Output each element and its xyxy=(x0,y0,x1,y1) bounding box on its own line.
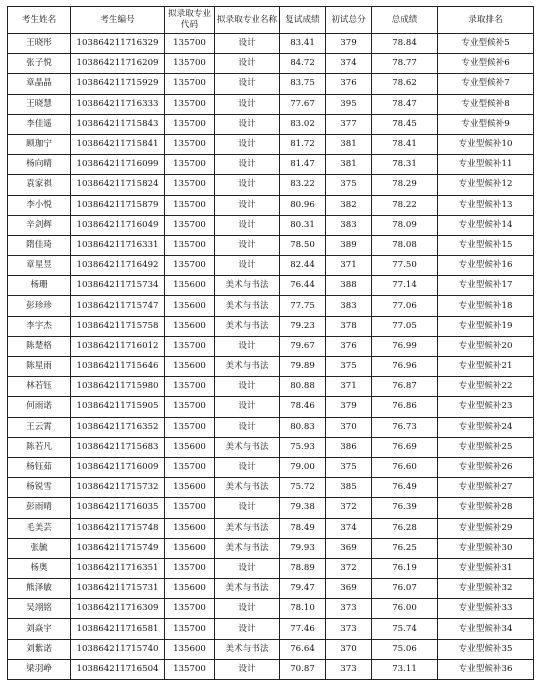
cell-initial-total: 375 xyxy=(326,175,372,195)
table-row xyxy=(8,457,534,477)
cell-name: 辛剑辉 xyxy=(8,215,71,235)
header-total-score: 总成绩 xyxy=(372,7,438,34)
cell-exam-id: 103864211716492 xyxy=(71,256,165,276)
cell-total-score: 77.14 xyxy=(372,276,438,296)
cell-admission-rank: 专业型候补32 xyxy=(438,579,534,599)
cell-major-name: 设计 xyxy=(215,377,280,397)
cell-total-score: 76.28 xyxy=(372,518,438,538)
cell-retest-score: 79.00 xyxy=(280,457,326,477)
cell-name: 熊泽敏 xyxy=(8,579,71,599)
cell-admission-rank: 专业型候补8 xyxy=(438,94,534,114)
cell-major-name: 设计 xyxy=(215,155,280,175)
cell-retest-score: 75.72 xyxy=(280,478,326,498)
table-row xyxy=(8,336,534,356)
cell-major-name: 美术与书法 xyxy=(215,357,280,377)
cell-major-name: 设计 xyxy=(215,619,280,639)
cell-initial-total: 389 xyxy=(326,235,372,255)
cell-admission-rank: 专业型候补7 xyxy=(438,74,534,94)
cell-total-score: 78.09 xyxy=(372,215,438,235)
table-row xyxy=(8,256,534,276)
cell-admission-rank: 专业型候补24 xyxy=(438,417,534,437)
header-initial-total: 初试总分 xyxy=(326,7,372,34)
cell-major-code: 135700 xyxy=(165,54,215,74)
cell-name: 隋佳琦 xyxy=(8,235,71,255)
cell-major-name: 设计 xyxy=(215,195,280,215)
cell-total-score: 76.96 xyxy=(372,357,438,377)
cell-initial-total: 370 xyxy=(326,639,372,659)
cell-admission-rank: 专业型候补11 xyxy=(438,155,534,175)
cell-retest-score: 83.02 xyxy=(280,114,326,134)
cell-major-name: 设计 xyxy=(215,498,280,518)
cell-name: 顾珈宁 xyxy=(8,134,71,154)
cell-total-score: 78.08 xyxy=(372,235,438,255)
cell-exam-id: 103864211716099 xyxy=(71,155,165,175)
cell-major-name: 设计 xyxy=(215,74,280,94)
cell-admission-rank: 专业型候补17 xyxy=(438,276,534,296)
cell-name: 陈星雨 xyxy=(8,357,71,377)
table-row xyxy=(8,478,534,498)
cell-exam-id: 103864211715749 xyxy=(71,538,165,558)
cell-name: 袁家祺 xyxy=(8,175,71,195)
cell-admission-rank: 专业型候补20 xyxy=(438,336,534,356)
cell-major-code: 135700 xyxy=(165,175,215,195)
table-row xyxy=(8,94,534,114)
cell-exam-id: 103864211715841 xyxy=(71,134,165,154)
table-row xyxy=(8,498,534,518)
cell-initial-total: 381 xyxy=(326,134,372,154)
cell-initial-total: 379 xyxy=(326,34,372,54)
cell-admission-rank: 专业型候补18 xyxy=(438,296,534,316)
cell-major-code: 135700 xyxy=(165,134,215,154)
cell-total-score: 78.45 xyxy=(372,114,438,134)
cell-major-name: 设计 xyxy=(215,175,280,195)
cell-retest-score: 80.83 xyxy=(280,417,326,437)
cell-exam-id: 103864211715843 xyxy=(71,114,165,134)
table-row xyxy=(8,134,534,154)
cell-retest-score: 80.88 xyxy=(280,377,326,397)
table-row xyxy=(8,599,534,619)
cell-admission-rank: 专业型候补29 xyxy=(438,518,534,538)
cell-name: 李小悦 xyxy=(8,195,71,215)
cell-major-name: 设计 xyxy=(215,599,280,619)
cell-major-name: 设计 xyxy=(215,134,280,154)
cell-major-code: 135700 xyxy=(165,74,215,94)
cell-initial-total: 372 xyxy=(326,498,372,518)
table-row xyxy=(8,276,534,296)
cell-major-code: 135600 xyxy=(165,579,215,599)
cell-name: 张毓 xyxy=(8,538,71,558)
cell-name: 王云霄 xyxy=(8,417,71,437)
cell-major-name: 设计 xyxy=(215,34,280,54)
header-name: 考生姓名 xyxy=(8,7,71,34)
cell-exam-id: 103864211715734 xyxy=(71,276,165,296)
cell-name: 杨珊 xyxy=(8,276,71,296)
cell-name: 吴翊铭 xyxy=(8,599,71,619)
cell-initial-total: 376 xyxy=(326,336,372,356)
cell-exam-id: 103864211716504 xyxy=(71,659,165,679)
cell-retest-score: 79.38 xyxy=(280,498,326,518)
cell-initial-total: 383 xyxy=(326,296,372,316)
table-row xyxy=(8,235,534,255)
cell-retest-score: 83.22 xyxy=(280,175,326,195)
cell-major-code: 135600 xyxy=(165,518,215,538)
cell-total-score: 78.77 xyxy=(372,54,438,74)
cell-total-score: 76.86 xyxy=(372,397,438,417)
cell-initial-total: 378 xyxy=(326,316,372,336)
cell-total-score: 78.22 xyxy=(372,195,438,215)
cell-name: 李宇杰 xyxy=(8,316,71,336)
table-row xyxy=(8,114,534,134)
header-admission-rank: 录取排名 xyxy=(438,7,534,34)
cell-retest-score: 77.75 xyxy=(280,296,326,316)
cell-name: 杨奥 xyxy=(8,558,71,578)
cell-exam-id: 103864211715740 xyxy=(71,639,165,659)
cell-major-code: 135700 xyxy=(165,498,215,518)
cell-name: 彭珍珍 xyxy=(8,296,71,316)
cell-admission-rank: 专业型候补19 xyxy=(438,316,534,336)
cell-major-name: 设计 xyxy=(215,215,280,235)
cell-retest-score: 75.93 xyxy=(280,437,326,457)
cell-major-code: 135700 xyxy=(165,599,215,619)
cell-name: 陈楚格 xyxy=(8,336,71,356)
cell-major-name: 设计 xyxy=(215,54,280,74)
cell-admission-rank: 专业型候补5 xyxy=(438,34,534,54)
cell-name: 陈若凡 xyxy=(8,437,71,457)
cell-name: 毛美芸 xyxy=(8,518,71,538)
cell-total-score: 78.47 xyxy=(372,94,438,114)
cell-admission-rank: 专业型候补21 xyxy=(438,357,534,377)
cell-initial-total: 372 xyxy=(326,558,372,578)
cell-initial-total: 388 xyxy=(326,276,372,296)
cell-initial-total: 373 xyxy=(326,619,372,639)
cell-initial-total: 379 xyxy=(326,397,372,417)
cell-admission-rank: 专业型候补6 xyxy=(438,54,534,74)
cell-name: 王晓慧 xyxy=(8,94,71,114)
cell-major-code: 135700 xyxy=(165,235,215,255)
cell-initial-total: 377 xyxy=(326,114,372,134)
cell-retest-score: 83.75 xyxy=(280,74,326,94)
cell-total-score: 76.49 xyxy=(372,478,438,498)
cell-exam-id: 103864211716009 xyxy=(71,457,165,477)
cell-major-name: 设计 xyxy=(215,558,280,578)
table-row xyxy=(8,296,534,316)
cell-name: 章晶晶 xyxy=(8,74,71,94)
cell-total-score: 76.07 xyxy=(372,579,438,599)
cell-initial-total: 374 xyxy=(326,518,372,538)
cell-major-name: 设计 xyxy=(215,235,280,255)
cell-admission-rank: 专业型候补27 xyxy=(438,478,534,498)
cell-retest-score: 79.89 xyxy=(280,357,326,377)
cell-retest-score: 84.72 xyxy=(280,54,326,74)
cell-retest-score: 78.89 xyxy=(280,558,326,578)
cell-major-name: 美术与书法 xyxy=(215,296,280,316)
cell-major-code: 135600 xyxy=(165,357,215,377)
table-row xyxy=(8,639,534,659)
cell-name: 彭雨晴 xyxy=(8,498,71,518)
cell-total-score: 73.11 xyxy=(372,659,438,679)
cell-retest-score: 78.46 xyxy=(280,397,326,417)
table-row xyxy=(8,397,534,417)
cell-total-score: 75.06 xyxy=(372,639,438,659)
cell-retest-score: 76.44 xyxy=(280,276,326,296)
cell-retest-score: 79.67 xyxy=(280,336,326,356)
cell-exam-id: 103864211716581 xyxy=(71,619,165,639)
header-exam-id: 考生编号 xyxy=(71,7,165,34)
cell-retest-score: 81.47 xyxy=(280,155,326,175)
cell-total-score: 75.74 xyxy=(372,619,438,639)
cell-initial-total: 385 xyxy=(326,478,372,498)
table-row xyxy=(8,215,534,235)
cell-name: 杨向晴 xyxy=(8,155,71,175)
cell-name: 张子悦 xyxy=(8,54,71,74)
cell-major-code: 135600 xyxy=(165,639,215,659)
cell-major-name: 设计 xyxy=(215,659,280,679)
cell-exam-id: 103864211716049 xyxy=(71,215,165,235)
cell-exam-id: 103864211716331 xyxy=(71,235,165,255)
cell-total-score: 76.00 xyxy=(372,599,438,619)
cell-major-code: 135600 xyxy=(165,316,215,336)
cell-major-code: 135700 xyxy=(165,256,215,276)
cell-exam-id: 103864211716035 xyxy=(71,498,165,518)
cell-total-score: 76.99 xyxy=(372,336,438,356)
cell-retest-score: 79.23 xyxy=(280,316,326,336)
cell-exam-id: 103864211715980 xyxy=(71,377,165,397)
cell-retest-score: 79.47 xyxy=(280,579,326,599)
cell-exam-id: 103864211715905 xyxy=(71,397,165,417)
cell-retest-score: 76.64 xyxy=(280,639,326,659)
cell-exam-id: 103864211716309 xyxy=(71,599,165,619)
cell-total-score: 76.19 xyxy=(372,558,438,578)
cell-major-code: 135700 xyxy=(165,619,215,639)
cell-major-name: 美术与书法 xyxy=(215,579,280,599)
cell-name: 章星昱 xyxy=(8,256,71,276)
cell-total-score: 76.87 xyxy=(372,377,438,397)
cell-initial-total: 374 xyxy=(326,54,372,74)
cell-major-name: 设计 xyxy=(215,417,280,437)
cell-initial-total: 386 xyxy=(326,437,372,457)
cell-total-score: 78.84 xyxy=(372,34,438,54)
cell-major-code: 135600 xyxy=(165,276,215,296)
cell-total-score: 76.69 xyxy=(372,437,438,457)
cell-initial-total: 375 xyxy=(326,357,372,377)
cell-total-score: 76.73 xyxy=(372,417,438,437)
cell-admission-rank: 专业型候补16 xyxy=(438,256,534,276)
cell-initial-total: 376 xyxy=(326,74,372,94)
cell-major-code: 135700 xyxy=(165,114,215,134)
cell-admission-rank: 专业型候补31 xyxy=(438,558,534,578)
header-major-code: 拟录取专业代码 xyxy=(165,7,215,34)
cell-exam-id: 103864211716333 xyxy=(71,94,165,114)
cell-initial-total: 371 xyxy=(326,256,372,276)
table-body xyxy=(8,34,534,680)
cell-major-name: 美术与书法 xyxy=(215,316,280,336)
cell-retest-score: 80.31 xyxy=(280,215,326,235)
cell-major-name: 美术与书法 xyxy=(215,478,280,498)
cell-exam-id: 103864211715824 xyxy=(71,175,165,195)
table-row xyxy=(8,155,534,175)
cell-retest-score: 77.46 xyxy=(280,619,326,639)
cell-total-score: 78.62 xyxy=(372,74,438,94)
cell-name: 杨钰茹 xyxy=(8,457,71,477)
cell-major-code: 135700 xyxy=(165,155,215,175)
cell-admission-rank: 专业型候补33 xyxy=(438,599,534,619)
cell-exam-id: 103864211715929 xyxy=(71,74,165,94)
cell-major-code: 135700 xyxy=(165,659,215,679)
cell-major-code: 135600 xyxy=(165,296,215,316)
header-major-name: 拟录取专业名称 xyxy=(215,7,280,34)
cell-retest-score: 78.50 xyxy=(280,235,326,255)
cell-name: 刘焱宇 xyxy=(8,619,71,639)
cell-major-name: 美术与书法 xyxy=(215,276,280,296)
cell-major-code: 135600 xyxy=(165,538,215,558)
cell-major-code: 135700 xyxy=(165,558,215,578)
cell-total-score: 78.31 xyxy=(372,155,438,175)
cell-initial-total: 370 xyxy=(326,417,372,437)
cell-retest-score: 77.67 xyxy=(280,94,326,114)
cell-exam-id: 103864211715732 xyxy=(71,478,165,498)
table-row xyxy=(8,175,534,195)
cell-exam-id: 103864211715731 xyxy=(71,579,165,599)
cell-initial-total: 373 xyxy=(326,659,372,679)
cell-total-score: 76.25 xyxy=(372,538,438,558)
table-row xyxy=(8,417,534,437)
cell-major-code: 135700 xyxy=(165,457,215,477)
table-row xyxy=(8,316,534,336)
table-row xyxy=(8,54,534,74)
table-row xyxy=(8,619,534,639)
cell-admission-rank: 专业型候补35 xyxy=(438,639,534,659)
cell-admission-rank: 专业型候补14 xyxy=(438,215,534,235)
cell-major-name: 设计 xyxy=(215,114,280,134)
table-row xyxy=(8,74,534,94)
cell-name: 杨锐雪 xyxy=(8,478,71,498)
cell-admission-rank: 专业型候补28 xyxy=(438,498,534,518)
table-row xyxy=(8,357,534,377)
cell-admission-rank: 专业型候补26 xyxy=(438,457,534,477)
cell-major-code: 135700 xyxy=(165,417,215,437)
table-row xyxy=(8,195,534,215)
cell-retest-score: 82.44 xyxy=(280,256,326,276)
table-row xyxy=(8,377,534,397)
table-row xyxy=(8,538,534,558)
cell-exam-id: 103864211716352 xyxy=(71,417,165,437)
table-row xyxy=(8,34,534,54)
cell-admission-rank: 专业型候补9 xyxy=(438,114,534,134)
cell-admission-rank: 专业型候补13 xyxy=(438,195,534,215)
cell-total-score: 76.60 xyxy=(372,457,438,477)
cell-admission-rank: 专业型候补36 xyxy=(438,659,534,679)
cell-major-name: 美术与书法 xyxy=(215,437,280,457)
cell-initial-total: 382 xyxy=(326,195,372,215)
header-retest-score: 复试成绩 xyxy=(280,7,326,34)
cell-retest-score: 81.72 xyxy=(280,134,326,154)
cell-major-name: 美术与书法 xyxy=(215,639,280,659)
cell-major-name: 设计 xyxy=(215,457,280,477)
cell-name: 王晓彤 xyxy=(8,34,71,54)
table-row xyxy=(8,579,534,599)
cell-major-name: 设计 xyxy=(215,94,280,114)
cell-initial-total: 373 xyxy=(326,599,372,619)
cell-total-score: 77.05 xyxy=(372,316,438,336)
cell-initial-total: 395 xyxy=(326,94,372,114)
cell-exam-id: 103864211715646 xyxy=(71,357,165,377)
cell-exam-id: 103864211715879 xyxy=(71,195,165,215)
cell-name: 何雨诺 xyxy=(8,397,71,417)
cell-admission-rank: 专业型候补34 xyxy=(438,619,534,639)
cell-name: 李佳遥 xyxy=(8,114,71,134)
table-row xyxy=(8,437,534,457)
cell-major-code: 135700 xyxy=(165,215,215,235)
cell-exam-id: 103864211715747 xyxy=(71,296,165,316)
cell-initial-total: 383 xyxy=(326,215,372,235)
cell-total-score: 77.50 xyxy=(372,256,438,276)
cell-major-code: 135600 xyxy=(165,478,215,498)
cell-initial-total: 381 xyxy=(326,155,372,175)
cell-major-code: 135700 xyxy=(165,336,215,356)
cell-major-code: 135700 xyxy=(165,34,215,54)
table-row xyxy=(8,659,534,679)
cell-name: 林若钰 xyxy=(8,377,71,397)
cell-initial-total: 369 xyxy=(326,579,372,599)
table-row xyxy=(8,558,534,578)
cell-initial-total: 369 xyxy=(326,538,372,558)
cell-exam-id: 103864211715683 xyxy=(71,437,165,457)
cell-major-name: 美术与书法 xyxy=(215,518,280,538)
cell-exam-id: 103864211716329 xyxy=(71,34,165,54)
cell-initial-total: 375 xyxy=(326,457,372,477)
cell-name: 刘紫诺 xyxy=(8,639,71,659)
cell-admission-rank: 专业型候补30 xyxy=(438,538,534,558)
cell-initial-total: 371 xyxy=(326,377,372,397)
cell-major-code: 135600 xyxy=(165,437,215,457)
cell-admission-rank: 专业型候补23 xyxy=(438,397,534,417)
cell-retest-score: 80.96 xyxy=(280,195,326,215)
cell-major-name: 设计 xyxy=(215,336,280,356)
cell-exam-id: 103864211716209 xyxy=(71,54,165,74)
cell-major-name: 设计 xyxy=(215,256,280,276)
cell-major-code: 135700 xyxy=(165,94,215,114)
cell-admission-rank: 专业型候补10 xyxy=(438,134,534,154)
cell-total-score: 78.29 xyxy=(372,175,438,195)
table-header-row xyxy=(8,7,534,34)
cell-exam-id: 103864211716351 xyxy=(71,558,165,578)
cell-major-code: 135700 xyxy=(165,397,215,417)
cell-retest-score: 70.87 xyxy=(280,659,326,679)
cell-major-name: 美术与书法 xyxy=(215,538,280,558)
table-row xyxy=(8,518,534,538)
cell-retest-score: 78.10 xyxy=(280,599,326,619)
cell-total-score: 76.39 xyxy=(372,498,438,518)
cell-major-code: 135700 xyxy=(165,377,215,397)
cell-name: 梁羽峥 xyxy=(8,659,71,679)
cell-admission-rank: 专业型候补22 xyxy=(438,377,534,397)
cell-exam-id: 103864211715748 xyxy=(71,518,165,538)
cell-exam-id: 103864211716012 xyxy=(71,336,165,356)
cell-admission-rank: 专业型候补25 xyxy=(438,437,534,457)
cell-exam-id: 103864211715758 xyxy=(71,316,165,336)
cell-major-name: 设计 xyxy=(215,397,280,417)
cell-retest-score: 83.41 xyxy=(280,34,326,54)
cell-retest-score: 78.49 xyxy=(280,518,326,538)
admission-table xyxy=(7,6,534,680)
cell-total-score: 78.41 xyxy=(372,134,438,154)
cell-admission-rank: 专业型候补12 xyxy=(438,175,534,195)
cell-major-code: 135700 xyxy=(165,195,215,215)
cell-total-score: 77.06 xyxy=(372,296,438,316)
cell-retest-score: 79.93 xyxy=(280,538,326,558)
cell-admission-rank: 专业型候补15 xyxy=(438,235,534,255)
